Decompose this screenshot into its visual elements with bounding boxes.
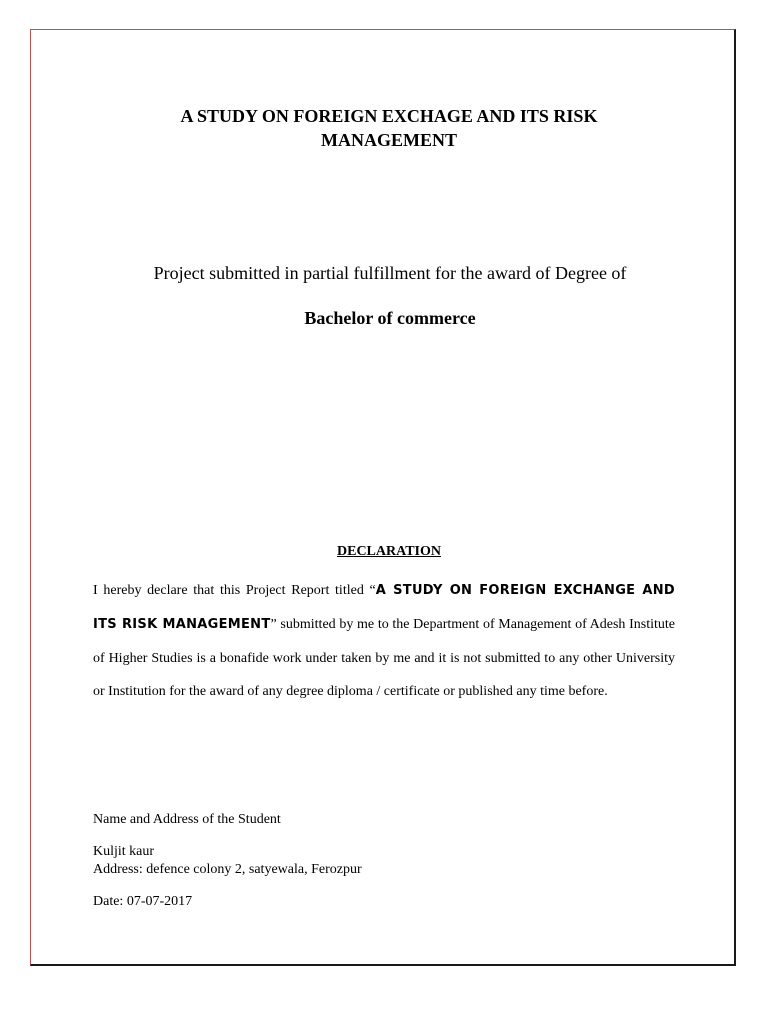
- declaration-text-before: I hereby declare that this Project Report titled “: [93, 583, 376, 598]
- submission-statement: Project submitted in partial fulfillment for the award of Degree of: [153, 263, 627, 283]
- document-title-line-1: A STUDY ON FOREIGN EXCHAGE AND ITS RISK: [180, 106, 598, 126]
- submission-date: Date: 07-07-2017: [93, 894, 193, 909]
- student-address: Address: defence colony 2, satyewala, Ferozpur: [93, 862, 362, 877]
- declaration-project-title: A STUDY ON FOREIGN EXCHANGE AND ITS RISK MANAGEMENT: [93, 583, 675, 632]
- student-section-label: Name and Address of the Student: [93, 812, 281, 827]
- declaration-text-after: ” submitted by me to the Department of Management of Adesh Institute of Higher Studies is a bonafide work under taken by me and it is not submitted to any other University or Institution for the award of any degree diploma / certificate or published any time before.: [93, 616, 675, 700]
- declaration-body: [93, 574, 675, 709]
- declaration-heading: DECLARATION: [337, 544, 441, 559]
- student-name: Kuljit kaur: [93, 844, 155, 859]
- student-details: [93, 811, 362, 911]
- degree-name: Bachelor of commerce: [304, 308, 476, 328]
- document-title: [90, 104, 688, 152]
- document-title-line-2: MANAGEMENT: [321, 130, 457, 150]
